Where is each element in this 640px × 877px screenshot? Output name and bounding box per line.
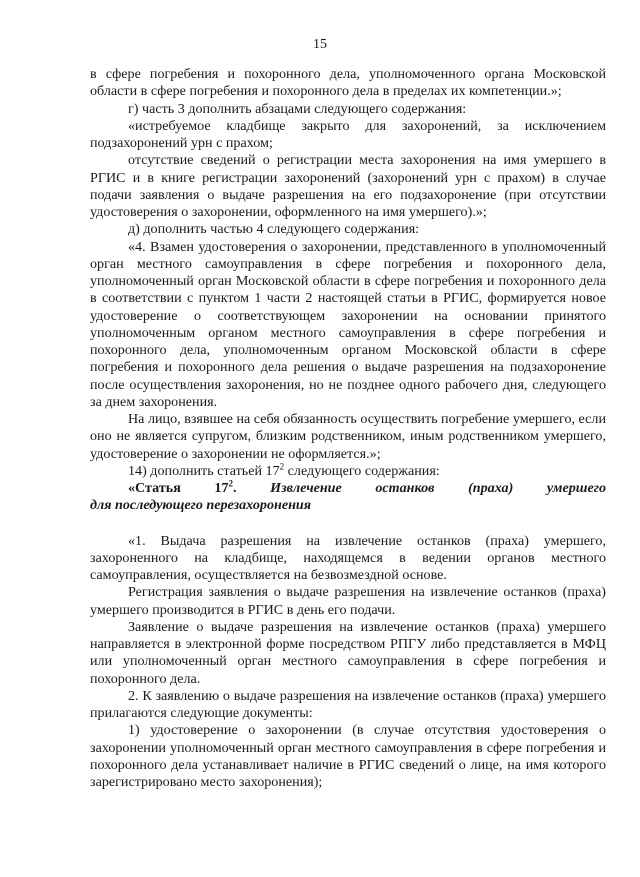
article-number-base: 17 [214,480,229,496]
article-heading [90,480,606,515]
article-heading-line-1 [90,480,606,497]
article-title-word: умершего [546,480,606,496]
paragraph: «4. Взамен удостоверения о захоронении, представленного в уполномоченный орган местного самоуправления в сфере погребения и похоронного дела, уполномоченный орган Московской области в сфере погребения и похоронного дела в соответствии с пунктом 1 части 2 настоящей статьи в РГИС, формируется новое удостоверение о соответствующем захоронении на основании принятого уполномоченным органом местного самоуправления в сфере погребения и похоронного дела, уполномоченным органом Московской области в сфере погребения и похоронного дела решения о выдаче разрешения на подзахоронение после осуществления захоронения, но не позднее одного рабочего дня, следующего за днем захоронения. [90,238,606,410]
paragraph: 1) удостоверение о захоронении (в случае отсутствия удостоверения о захоронении уполномоченный орган местного самоуправления в сфере погребения и похоронного дела устанавливает наличие в РГИС сведений о лице, на имя которого зарегистрировано место захоронения); [90,722,606,790]
article-title-word: Извлечение [270,480,342,496]
item-14-text: 14) дополнить статьей 17 [128,462,280,479]
paragraph: отсутствие сведений о регистрации места захоронения на имя умершего в РГИС и в книге регистрации захоронений (захоронений урн с прахом) в случае подачи заявления о выдаче разрешения на его подзахоронение (при отсутствии удостоверения о захоронении, оформленного на имя умершего).»; [90,152,606,220]
item-14-sup: 2 [279,461,285,472]
article-number-sup: 2 [228,478,234,489]
paragraph: Регистрация заявления о выдаче разрешения на извлечение останков (праха) умершего производится в РГИС в день его подачи. [90,584,606,618]
article-number-dot: . [233,480,237,496]
paragraph: На лицо, взявшее на себя обязанность осуществить погребение умершего, если оно не является супругом, близким родственником, иным родственником умершего, удостоверение о захоронении не оформляется.»; [90,411,606,462]
item-14-text-end: следующего содержания: [284,462,440,479]
paragraph: «1. Выдача разрешения на извлечение останков (праха) умершего, захороненного на кладбище, находящемся в ведении органов местного самоуправления, осуществляется на безвозмездной основе. [90,532,606,583]
spacer [90,515,606,533]
article-title-word: (праха) [468,480,514,496]
paragraph: в сфере погребения и похоронного дела, уполномоченного органа Московской области в сфере погребения и похоронного дела в пределах их компетенции.»; [90,66,606,100]
paragraph: 2. К заявлению о выдаче разрешения на извлечение останков (праха) умершего прилагаются следующие документы: [90,687,606,721]
article-heading-line-2: для последующего перезахоронения [90,497,311,514]
article-title-word: останков [375,480,435,496]
paragraph: г) часть 3 дополнить абзацами следующего содержания: [128,100,467,117]
item-14 [90,463,606,480]
paragraph: Заявление о выдаче разрешения на извлечение останков (праха) умершего направляется в электронной форме посредством РПГУ либо представляется в МФЦ или уполномоченный орган местного самоуправления в сфере погребения и похоронного дела. [90,618,606,687]
article-word: «Статья [128,480,181,496]
paragraph: д) дополнить частью 4 следующего содержания: [128,221,420,238]
article-number [214,480,236,497]
document-body [90,66,606,791]
paragraph: «истребуемое кладбище закрыто для захоронений, за исключением подзахоронений урн с прахом; [90,117,606,151]
page-number: 15 [313,37,327,52]
